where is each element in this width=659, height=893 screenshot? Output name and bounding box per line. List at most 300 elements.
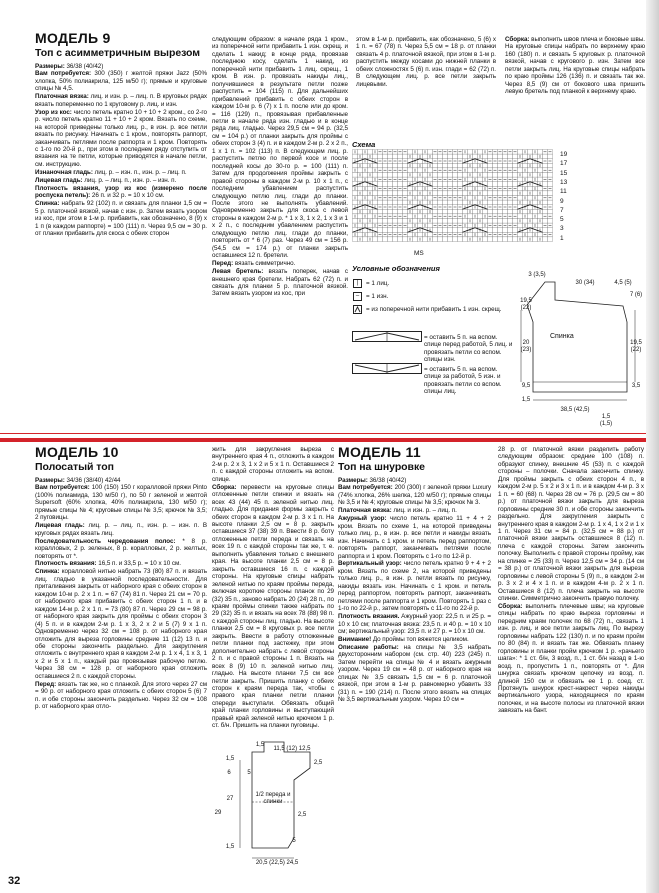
- chart-cell: [498, 237, 503, 242]
- paragraph: [35, 200, 207, 237]
- dim10-4: 6: [227, 770, 231, 776]
- chart-cell: [503, 163, 508, 168]
- model11-column-2: [498, 446, 644, 872]
- page-number: 32: [8, 875, 21, 887]
- chart-cell: [508, 237, 513, 242]
- chart-cell: [463, 163, 468, 168]
- chart-cell: [403, 182, 408, 187]
- chart-cell: [488, 200, 493, 205]
- chart-cell: [378, 200, 383, 205]
- chart-cell: [458, 154, 463, 159]
- chart-cell: [368, 177, 373, 182]
- paragraph-label: Вертикальный узор:: [338, 560, 402, 568]
- chart-cell: [373, 209, 378, 214]
- chart-cell: [373, 173, 378, 178]
- paragraph-label: Внимание!: [338, 636, 372, 644]
- chart-cell: [403, 237, 408, 242]
- paragraph-text: Ажурный узор: 22,5 п. и 25 р. = 10 х 10 см; платочная вязка: 23,5 п. и 40 р. = 10 х 10 см; вертикальный узор: 23,5 п. и 27 р. = 10 х 10 см.: [338, 613, 491, 636]
- chart-cell: [483, 191, 488, 196]
- chart-cell: [488, 182, 493, 187]
- chart-cell: [468, 186, 473, 191]
- chart-cell: [468, 232, 473, 237]
- paragraph: [212, 268, 348, 298]
- paragraph-label: Левая бретель:: [212, 268, 264, 276]
- chart-cell: [388, 182, 393, 187]
- chart-cell: [488, 154, 493, 159]
- paragraph-label: Спинка:: [35, 568, 60, 576]
- chart-cell: [423, 209, 428, 214]
- chart-cell: [548, 163, 553, 168]
- chart-cell: [488, 163, 493, 168]
- chart-cell: [483, 209, 488, 214]
- chart-cell: [488, 209, 493, 214]
- model9-column-2: [212, 36, 348, 432]
- paragraph-label: Сборка:: [212, 483, 237, 491]
- chart-cell: [418, 214, 423, 219]
- chart-cell: [453, 154, 458, 159]
- dim-bottom-width: 38,5 (42,5): [560, 407, 590, 413]
- chart-cell: [513, 237, 518, 242]
- paragraph-label: Размеры:: [338, 476, 368, 484]
- chart-cell: [398, 154, 403, 159]
- paragraph: [338, 484, 491, 506]
- paragraph: [338, 613, 491, 635]
- paragraph: [35, 109, 207, 169]
- chart-cell: [438, 154, 443, 159]
- chart-cell: [483, 219, 488, 224]
- chart-cell: [538, 232, 543, 237]
- chart-cell: [418, 168, 423, 173]
- chart-cell: [448, 209, 453, 214]
- chart-cell: [538, 150, 543, 155]
- chart-cell: [528, 232, 533, 237]
- chart-cell: [443, 237, 448, 242]
- chart-row-number: 19: [560, 151, 568, 158]
- chart-cell: [408, 177, 413, 182]
- chart-cell: [483, 173, 488, 178]
- chart-cell: [458, 219, 463, 224]
- chart-cell: [393, 173, 398, 178]
- paragraph-text: 26 п. и 32 р. = 10 х 10 см.: [90, 192, 165, 200]
- chart-cell: [388, 209, 393, 214]
- paragraph-label: Платочная вязка:: [338, 507, 392, 515]
- chart-cell: [503, 200, 508, 205]
- chart-cell: [383, 209, 388, 214]
- paragraph-text: 36/38 (40/42): [64, 62, 104, 70]
- chart-cell: [438, 200, 443, 205]
- legend-knit-symbol: |: [353, 279, 362, 288]
- chart-cell: [478, 177, 483, 182]
- paragraph: [338, 477, 491, 484]
- chart-cell: [518, 214, 523, 219]
- dim-lower-left: 9,5: [521, 383, 531, 389]
- chart-cell: [388, 191, 393, 196]
- chart-cell: [393, 191, 398, 196]
- chart-cell: [488, 219, 493, 224]
- chart-cell: [438, 173, 443, 178]
- chart-cell: [433, 237, 438, 242]
- chart-row-number: 3: [560, 225, 564, 233]
- chart-cell: [353, 200, 358, 205]
- paragraph: [498, 446, 644, 603]
- chart-cell: [388, 219, 393, 224]
- chart-cell: [538, 214, 543, 219]
- chart-cell: [523, 191, 528, 196]
- chart-cell: [518, 223, 523, 228]
- paragraph-label: Вам потребуется:: [35, 484, 90, 492]
- chart-cell: [418, 186, 423, 191]
- chart-cell: [408, 196, 413, 201]
- chart-cell: [438, 163, 443, 168]
- chart-cell: [388, 173, 393, 178]
- chart-cell: [508, 173, 513, 178]
- chart-cell: [393, 163, 398, 168]
- paragraph-text: лиц. р. – лиц. п., изн. р. – изн. п.: [82, 176, 177, 184]
- paragraph-text: 36/38 (40/42): [367, 476, 407, 484]
- chart-cell: [358, 168, 363, 173]
- chart-cell: [418, 177, 423, 182]
- chart-cell: [493, 209, 498, 214]
- chart-cell: [413, 219, 418, 224]
- chart-cell: [528, 223, 533, 228]
- section-divider: [0, 438, 659, 442]
- chart-cell: [498, 200, 503, 205]
- dim10-9: 20,5 (22,5) 24,5: [255, 860, 299, 866]
- paragraph: [35, 484, 207, 521]
- chart-cell: [358, 214, 363, 219]
- chart-cell: [493, 173, 498, 178]
- chart-cell: [413, 237, 418, 242]
- chart-cell: [418, 223, 423, 228]
- chart-cell: [448, 173, 453, 178]
- paragraph-text: набрать 92 (102) п. и связать для планки 1,5 см = 5 р. платочной вязкой, начав с изн. р. Затем вязать узором из кос, при этом в 1-м р. прибавить, как обозначено, 8 (9) х 1 п (в каждом раппорте) = 100 (111) п. Через 9,5 см = 30 р. от планки прибавить для скоса с обеих сторон: [35, 200, 207, 237]
- chart-cell: [543, 154, 548, 159]
- chart-cell: [458, 191, 463, 196]
- chart-cell: [548, 219, 553, 224]
- paragraph-text: число петель кратно 10 + 10 + 2 кром., со 2-го р. число петель кратно 11 + 10 + 2 кром. Вязать по схеме, на которой приведены только лиц. р., в изн. р. все петли вязать по рисунку. Начинать с 1 кром., повторять раппорт, заканчивать петлями после раппорта и 1 кром. Повторять с 1-го по 20-й р., при этом в последнем ряду отступить от вязания на те петли, которые приводятся в начале петли, см. инструкцию.: [35, 108, 207, 168]
- model11-name: Топ на шнуровке: [338, 461, 425, 473]
- chart-cell: [533, 200, 538, 205]
- chart-cell: [548, 200, 553, 205]
- chart-cell: [473, 200, 478, 205]
- chart-cell: [503, 237, 508, 242]
- chart-cell: [423, 219, 428, 224]
- paragraph-label: Описание работы:: [338, 643, 399, 651]
- paragraph: [498, 603, 644, 715]
- chart-cell: [363, 154, 368, 159]
- chart-cell: [458, 173, 463, 178]
- legend-purl-text: = 1 изн.: [366, 293, 389, 300]
- chart-cell: [533, 237, 538, 242]
- chart-cell: [483, 200, 488, 205]
- chart-cell: [383, 228, 388, 233]
- legend-cable-back-symbol: [352, 363, 422, 374]
- chart-cell: [353, 219, 358, 224]
- chart-cell: [513, 163, 518, 168]
- chart-cell: [378, 182, 383, 187]
- chart-cell: [433, 163, 438, 168]
- chart-cell: [368, 168, 373, 173]
- chart-cell: [368, 214, 373, 219]
- chart-cell: [543, 219, 548, 224]
- paragraph-text: число петель кратно 9 + 4 + 2 кром. Вязать по схеме 2, на которой приведены только лиц. р., в изн. р. петли вязать по рисунку, накиды вязать изн. Начинать с 1 кром. и петель перед раппортом, повторять раппорт, заканчивать петлями после раппорта и 1 кром. Повторять 1 раз с 1-го по 22-й р., затем повторять с 11-го по 22-й р.: [338, 560, 491, 613]
- section-divider-thin: [0, 433, 659, 434]
- chart-cell: [453, 209, 458, 214]
- dim10-0: 1,5: [255, 742, 265, 748]
- legend-increase-text: = из поперечной нити прибавить 1 изн. скрещ.: [366, 306, 502, 313]
- knitting-chart: [352, 149, 557, 247]
- chart-cell: [353, 209, 358, 214]
- chart-cell: [448, 163, 453, 168]
- chart-cell: [428, 223, 433, 228]
- chart-cell: [508, 182, 513, 187]
- chart-cell: [453, 173, 458, 178]
- chart-cell: [448, 228, 453, 233]
- paragraph-label: Размеры:: [35, 62, 65, 70]
- paragraph-text: лиц. р. – лиц. п., изн. р. – изн. п. В круговых рядах вязать лиц.: [35, 522, 207, 537]
- dim-right-lower: 3,5: [631, 383, 641, 389]
- chart-cell: [508, 154, 513, 159]
- paragraph: [35, 522, 207, 537]
- model10-name: Полосатый топ: [35, 461, 114, 473]
- chart-cell: [358, 196, 363, 201]
- chart-cell: [383, 163, 388, 168]
- chart-cell: [388, 200, 393, 205]
- chart-cell: [383, 173, 388, 178]
- paragraph: [338, 515, 491, 560]
- chart-cell: [523, 200, 528, 205]
- dim-armhole-depth: 7 (6): [629, 292, 643, 298]
- chart-cell: [453, 182, 458, 187]
- chart-cell: [408, 232, 413, 237]
- chart-cell: [513, 182, 518, 187]
- paragraph: [212, 484, 334, 730]
- chart-cell: [353, 173, 358, 178]
- chart-cell: [478, 223, 483, 228]
- chart-cell: [423, 237, 428, 242]
- chart-cell: [398, 191, 403, 196]
- paragraph: [338, 507, 491, 514]
- chart-cell: [428, 214, 433, 219]
- chart-cell: [423, 163, 428, 168]
- chart-cell: [543, 182, 548, 187]
- chart-cell: [378, 219, 383, 224]
- chart-cell: [538, 196, 543, 201]
- paragraph-label: Плотность вязания, узор из кос (измерено после роспуска петель):: [35, 184, 207, 200]
- model11-title: МОДЕЛЬ 11: [338, 444, 421, 460]
- chart-cell: [508, 219, 513, 224]
- chart-cell: [548, 182, 553, 187]
- paragraph-text: следующим образом: в начале ряда 1 кром., из поперечной нити прибавить 1 изн. скрещ. и сделать 1 накид; в конце ряда, провязав последнюю косу, сделать 1 накид, из поперечной нити прибавить 1 лиц. скрещ., 1 кром. В изн. р. провязать накиды лиц., получившиеся в результате петли позже распустить = 104 (115) п. Для дальнейших прибавлений прибавить с обеих сторон в каждом 10-м р. 6 (7) х 1 п. после или до кром. = 116 (129) п., провязывая прибавленные петли в начале ряда изн. гладью и в конце ряда лиц. гладью. Через 29,5 см = 94 р. (32,5 см = 104 р.) от планки закрыть для проймы с обеих сторон 3 (4) п. и в каждом 2-м р. 2 х 2 п., 1 х 1 п. = 102 (113) п. В следующем лиц. р. распустить петлю по первой косе и после последней косы до 30-го р. = 100 (111) п. Затем для продолжения проймы закрыть с правой стороны в каждом 2-м р. 10 х 1 п., с последним убавлением распустить следующую петлю лиц. глади до планки. После этого не выполнять убавлений. Одновременно закрыть для скоса с левой стороны в каждом 2-м р. * 1 х 3, 1 х 2, 1 х 3 и 1 х 2 п., с последним убавлением распустить следующую петлю лиц. глади до планки, повторить от * 6 (7) раз. Через 49 см = 156 р. (54,5 см = 174 р.) от планки закрыть оставшиеся 12 п. бретели.: [212, 36, 348, 260]
- paragraph: [212, 446, 334, 483]
- chart-cell: [448, 219, 453, 224]
- chart-cell: [353, 237, 358, 242]
- chart-cell: [363, 163, 368, 168]
- chart-cell: [548, 209, 553, 214]
- chart-cell: [533, 154, 538, 159]
- chart-cell: [438, 209, 443, 214]
- chart-cell: [453, 228, 458, 233]
- chart-cell: [448, 200, 453, 205]
- chart-cell: [443, 219, 448, 224]
- chart-cell: [508, 209, 513, 214]
- chart-cell: [433, 191, 438, 196]
- paragraph-label: Вам потребуется:: [338, 484, 393, 492]
- chart-cell: [548, 173, 553, 178]
- paragraph-text: перевести на круговые спицы отложенные петли спинки и вязать на всех 43 (44) 45 п. зеленой нитью лиц. гладью. Для придания формы закрыть с обеих сторон в каждом 2-м р. 3 х 1 п. На высоте планки 2,5 см = 8 р. закрыть оставшиеся 37 (38) 39 п. Ввести 8 р. боту отложенные петли переда и связать на всех 19 п. с каждой стороны так же, т. е. выполнить убавления только с внешнего края. На высоте планки 2,5 см = 8 р. закрыть оставшиеся 16 п. с каждой стороны. На круговые спицы набрать зеленой нитью по краям проймы переда, включая короткие стороны планок по 29 (32) 35 п., заново набрать 20 (24) 28 п., по краям проймы спинки также набрать по 29 (32) 35 п. и вязать на всех 78 (88) 98 п. с каждой стороны лиц. гладью. На высоте планки 2,5 см = 8 круговых р. все петли закрыть. Ввести в работу отложенные петли планки под застежку, при этом дополнительно набрать с левой стороны 2 п. и с правой стороны 1 п. Вязать на всех 8 (9) 10 п. зеленой нитью лиц. гладью. На высоте планки 7,5 см все петли закрыть. Пришить планку с обеих сторон к краям переда так, чтобы с правого края планки петли планки спереди выступали. Обвязать общий край планки горловины и выступающий правый край зеленой нитью крючком 1 р. ст. б/н. Пришить на планки пуговицы.: [212, 483, 334, 730]
- chart-cell: [488, 191, 493, 196]
- paragraph-label: Размеры:: [35, 476, 65, 484]
- chart-cell: [358, 232, 363, 237]
- chart-row-number: 5: [560, 216, 564, 224]
- chart-cell: [363, 200, 368, 205]
- chart-cell: [538, 186, 543, 191]
- chart-cell: [443, 191, 448, 196]
- chart-cell: [493, 219, 498, 224]
- chart-cell: [378, 163, 383, 168]
- chart-cell: [353, 154, 358, 159]
- chart-cell: [463, 219, 468, 224]
- chart-cell: [373, 200, 378, 205]
- chart-cell: [538, 223, 543, 228]
- chart-cell: [493, 228, 498, 233]
- chart-cell: [443, 209, 448, 214]
- paragraph-text: 16,5 п. и 33,5 р. = 10 х 10 см.: [96, 560, 181, 568]
- chart-cell: [438, 228, 443, 233]
- chart-cell: [473, 237, 478, 242]
- chart-cell: [463, 173, 468, 178]
- paragraph: [35, 560, 207, 567]
- paragraph-label: Сборка:: [505, 36, 530, 43]
- chart-cell: [433, 182, 438, 187]
- chart-cell: [503, 191, 508, 196]
- chart-cell: [478, 232, 483, 237]
- chart-row-number: 1: [560, 234, 564, 242]
- chart-cell: [478, 214, 483, 219]
- chart-cell: [528, 168, 533, 173]
- chart-cell: [363, 191, 368, 196]
- chart-cell: [443, 173, 448, 178]
- chart-cell: [443, 154, 448, 159]
- chart-cell: [523, 209, 528, 214]
- paragraph-label: Плотность вязания:: [35, 560, 97, 568]
- chart-cell: [453, 219, 458, 224]
- dim10-3: 1,5: [225, 756, 235, 762]
- chart-row-number: 15: [560, 169, 568, 177]
- chart-cell: [478, 186, 483, 191]
- chart-cell: [413, 173, 418, 178]
- chart-cell: [373, 154, 378, 159]
- paragraph-text: коралловой нитью набрать 73 (80) 87 п. и вязать лиц. гладью в указанной последовательности. Для приталивания закрыть от наборного края с обеих сторон в каждом 10-м р. 2 х 1 п. = 67 (74) 81 п. Через 21 см = 70 р. от наборного края прибавить с обеих сторон 1 п. и в каждом 14-м р. 2 х 1 п. = 73 (80) 87 п. Через 29 см = 98 р. от наборного края закрыть для проймы с обеих сторон 3 (4) 5 п. и в каждом 2-м р. 1 х 3, 2 х 2 и 5 (7) 9 х 1 п. Одновременно через 32 см = 108 р. от наборного края отложить для выреза горловины средние 11 (12) 13 п. и обе стороны закончить раздельно. Для закругления отложить с внутреннего края в каждом 2-м р. 1 х 4, 1 х 3, 1 х 2 и 5 х 1 п., каждый раз провязывая рабочую петлю. Через 38 см = 128 р. от наборного края отложить оставшиеся 2 п. с каждой стороны.: [35, 568, 207, 680]
- dim10-11: 1,5: [225, 844, 235, 850]
- dim-right-side: 19,5 (22): [630, 340, 642, 353]
- paragraph-text: этом в 1-м р. прибавить, как обозначено, 5 (6) х 1 п. = 67 (78) п. Через 5,5 см = 18 р. от планки связать 4 р. платочной вязкой, при этом в 1-м р. распустить между косами до нижней планки в обеих сложностях 5 (6) п. изн. глади = 62 (72) п. В следующем лиц. р. все петли закрыть лицевыми.: [356, 36, 496, 88]
- chart-cell: [368, 150, 373, 155]
- chart-cell: [543, 200, 548, 205]
- chart-cell: [398, 173, 403, 178]
- schema-title: Схема: [352, 140, 376, 149]
- dim-shoulder: 4,5 (5): [614, 280, 632, 286]
- chart-cell: [383, 219, 388, 224]
- dim10-1: 11,5 (12) 12,5: [273, 746, 311, 752]
- dim-upper-left: 19,5 (22): [520, 298, 532, 311]
- chart-cell: [473, 163, 478, 168]
- paragraph: [505, 36, 645, 96]
- chart-cell: [438, 182, 443, 187]
- legend-cable-front-text: = оставить 5 п. на вспом. спице перед работой, 5 лиц. и провязать петли со вспом. спицы изн.: [424, 334, 513, 364]
- model10-diagram-label: 1/2 переда и спинки: [255, 792, 291, 805]
- paragraph-label: Узор из кос:: [35, 108, 72, 116]
- chart-cell: [438, 191, 443, 196]
- legend-increase-symbol: [353, 305, 362, 314]
- chart-cell: [403, 200, 408, 205]
- legend-title: Условные обозначения: [352, 264, 440, 273]
- model9-pattern-label: Спинка: [550, 333, 574, 340]
- chart-cell: [448, 191, 453, 196]
- chart-cell: [468, 223, 473, 228]
- chart-cell: [383, 191, 388, 196]
- paragraph-label: Лицевая гладь:: [35, 522, 85, 530]
- dim10-8: 2,5: [297, 812, 307, 818]
- chart-row-number: 7: [560, 206, 564, 214]
- chart-cell: [433, 228, 438, 233]
- chart-cell: [498, 191, 503, 196]
- chart-cell: [413, 200, 418, 205]
- dim10-2: 2,5: [313, 760, 323, 766]
- chart-cell: [518, 232, 523, 237]
- chart-cell: [373, 237, 378, 242]
- chart-cell: [518, 196, 523, 201]
- paragraph-text: на спицы № 3,5 набрать двухсторонним набором (см. стр. 40) 223 (245) п. Затем перейти на спицы № 4 и вязать ажурным узором. Через 19 см = 48 р. от наборного края на спицах № 3,5 связать 1,5 см = 6 р. платочной вязкой, при этом в 1-м р. равномерно убавить 33 (31) п. = 190 (214) п. После этого вязать на спицах № 3,5 вертикальным узором. Через 10 см =: [338, 643, 491, 704]
- chart-cell: [468, 196, 473, 201]
- chart-cell: [398, 200, 403, 205]
- dim10-5: 5: [247, 770, 251, 776]
- chart-cell: [533, 191, 538, 196]
- chart-cell: [473, 154, 478, 159]
- chart-cell: [513, 200, 518, 205]
- chart-row-number: 11: [560, 188, 567, 196]
- chart-cell: [358, 150, 363, 155]
- chart-cell: [378, 173, 383, 178]
- chart-cell: [493, 163, 498, 168]
- paragraph: [212, 36, 348, 260]
- chart-cell: [393, 182, 398, 187]
- chart-cell: [443, 163, 448, 168]
- chart-cell: [358, 223, 363, 228]
- chart-cell: [408, 168, 413, 173]
- chart-cell: [418, 232, 423, 237]
- chart-ms-label: MS: [414, 250, 424, 257]
- chart-cell: [493, 191, 498, 196]
- chart-cell: [443, 228, 448, 233]
- chart-cell: [378, 154, 383, 159]
- chart-cell: [503, 173, 508, 178]
- chart-cell: [448, 154, 453, 159]
- chart-cell: [508, 163, 513, 168]
- dim10-7: 29: [214, 810, 222, 816]
- paragraph: [35, 185, 207, 200]
- paragraph-label: Плотность вязания.: [338, 613, 400, 621]
- chart-cell: [513, 228, 518, 233]
- paragraph: [338, 560, 491, 612]
- chart-cell: [518, 177, 523, 182]
- chart-cell: [438, 219, 443, 224]
- model10-column-1: [35, 444, 207, 872]
- chart-cell: [498, 182, 503, 187]
- chart-cell: [498, 173, 503, 178]
- chart-cell: [473, 219, 478, 224]
- chart-cell: [423, 154, 428, 159]
